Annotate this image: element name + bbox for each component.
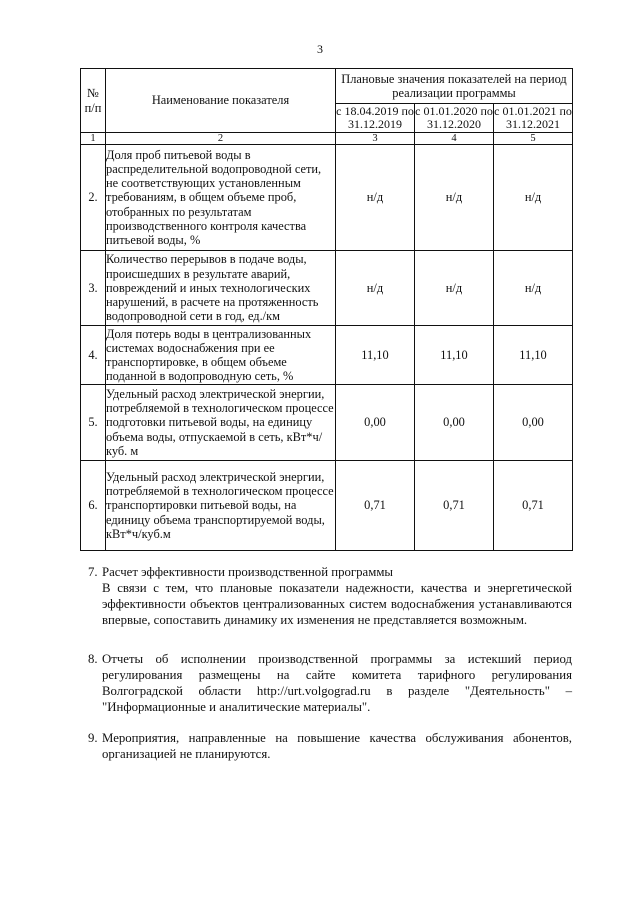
header-num: № п/п: [81, 69, 106, 133]
row-number: 4.: [81, 326, 106, 385]
column-index: 3: [336, 133, 415, 145]
indicator-name: Доля проб питьевой воды в распределительной водопроводной сети, не соответствующих установленным требованиям, в общем объеме проб, отобранных по результатам производственного контроля качества питьевой воды, %: [106, 145, 336, 251]
column-index-row: [81, 133, 573, 145]
table-header-row: [81, 69, 573, 104]
row-number: 2.: [81, 145, 106, 251]
value-2019: 11,10: [336, 326, 415, 385]
page-number: 3: [317, 42, 323, 56]
header-name: Наименование показателя: [106, 69, 336, 133]
table-row: [81, 145, 573, 251]
table-row: [81, 251, 573, 326]
table-row: [81, 385, 573, 461]
section-body: Мероприятия, направленные на повышение качества обслуживания абонентов, организацией не планируются.: [102, 731, 572, 761]
header-planned-values: Плановые значения показателей на период реализации программы: [336, 69, 573, 104]
section-number: 8.: [88, 652, 98, 666]
value-2019: 0,71: [336, 461, 415, 551]
table-row: [81, 461, 573, 551]
section-title: Расчет эффективности производственной программы: [102, 565, 394, 579]
value-2019: н/д: [336, 145, 415, 251]
row-number: 3.: [81, 251, 106, 326]
indicators-table: [80, 68, 573, 551]
value-2021: 0,71: [494, 461, 573, 551]
value-2020: 0,71: [415, 461, 494, 551]
value-2020: н/д: [415, 251, 494, 326]
section-9: [90, 730, 572, 762]
indicator-name: Количество перерывов в подаче воды, происшедших в результате аварий, повреждений и иных технологических нарушений, в расчете на протяженность водопроводной сети в год, ед./км: [106, 251, 336, 326]
row-number: 6.: [81, 461, 106, 551]
value-2021: н/д: [494, 145, 573, 251]
row-number: 5.: [81, 385, 106, 461]
section-body: Отчеты об исполнении производственной программы за истекший период регулирования размещены на сайте комитета тарифного регулирования Волгоградской области http://urt.volgograd.ru в разделе "Деятельность" – "Информационные и аналитические материалы".: [102, 652, 572, 714]
header-period-2020: с 01.01.2020 по 31.12.2020: [415, 104, 493, 131]
section-number: 9.: [88, 731, 98, 745]
value-2021: 0,00: [494, 385, 573, 461]
table-row: [81, 326, 573, 385]
indicator-name: Удельный расход электрической энергии, потребляемой в технологическом процессе транспортировки питьевой воды, на единицу объема транспортируемой воды, кВт*ч/куб.м: [106, 461, 336, 551]
value-2019: 0,00: [336, 385, 415, 461]
section-number: 7.: [88, 565, 98, 579]
section-7: [90, 564, 572, 628]
indicator-name: Доля потерь воды в централизованных системах водоснабжения при ее транспортировке, в общем объеме поданной в водопроводную сеть, %: [106, 326, 336, 385]
value-2019: н/д: [336, 251, 415, 326]
section-8: [90, 651, 572, 715]
indicator-name: Удельный расход электрической энергии, потребляемой в технологическом процессе подготовки питьевой воды, на единицу объема воды, отпускаемой в сеть, кВт*ч/куб. м: [106, 385, 336, 461]
value-2020: н/д: [415, 145, 494, 251]
column-index: 2: [106, 133, 336, 145]
value-2020: 11,10: [415, 326, 494, 385]
value-2020: 0,00: [415, 385, 494, 461]
header-period-2019: с 18.04.2019 по 31.12.2019: [336, 104, 414, 131]
header-period-2021: с 01.01.2021 по 31.12.2021: [494, 104, 572, 131]
column-index: 4: [415, 133, 494, 145]
column-index: 5: [494, 133, 573, 145]
value-2021: н/д: [494, 251, 573, 326]
column-index: 1: [81, 133, 106, 145]
section-body: В связи с тем, что плановые показатели надежности, качества и энергетической эффективности объектов централизованных систем водоснабжения устанавливаются впервые, сопоставить динамику их изменения не представляется возможным.: [102, 581, 572, 627]
value-2021: 11,10: [494, 326, 573, 385]
